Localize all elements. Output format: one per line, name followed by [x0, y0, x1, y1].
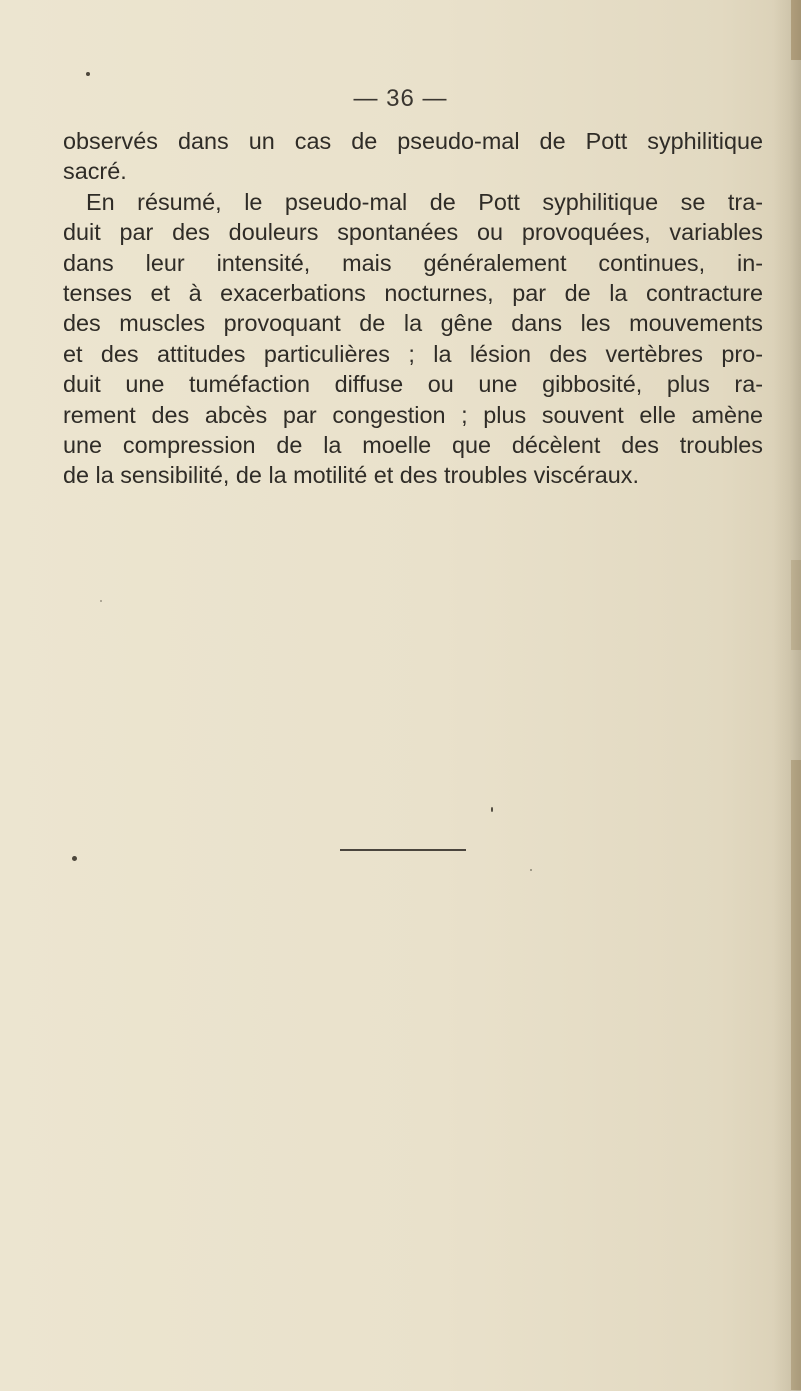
paper-speck: [530, 869, 532, 871]
text-line: En résumé, le pseudo-mal de Pott syphilitique se tra-: [86, 188, 763, 215]
separator-rule: [340, 849, 466, 851]
text-line: dans leur intensité, mais généralement continues, in-: [63, 249, 763, 276]
text-line: sacré.: [63, 158, 127, 185]
text-line: observés dans un cas de pseudo-mal de Pott syphilitique: [63, 128, 763, 154]
paper-speck: [100, 600, 102, 602]
text-line: de la sensibilité, de la motilité et des troubles viscéraux.: [63, 462, 639, 489]
edge-stain: [791, 0, 801, 60]
text-line: duit une tuméfaction diffuse ou une gibbosité, plus ra-: [63, 371, 763, 398]
text-line: tenses et à exacerbations nocturnes, par de la contracture: [63, 280, 763, 307]
paper-speck: [491, 807, 493, 812]
paper-speck: [86, 72, 90, 76]
body-paragraphs: [63, 126, 763, 491]
text-line: rement des abcès par congestion ; plus souvent elle amène: [63, 401, 763, 428]
text-line: et des attitudes particulières ; la lésion des vertèbres pro-: [63, 340, 763, 367]
edge-stain: [791, 560, 801, 650]
page-number: — 36 —: [353, 85, 448, 112]
text-line: des muscles provoquant de la gêne dans les mouvements: [63, 310, 763, 337]
text-line: une compression de la moelle que décèlent des troubles: [63, 432, 763, 459]
text-line: duit par des douleurs spontanées ou provoquées, variables: [63, 219, 763, 246]
edge-stain: [791, 760, 801, 1390]
paper-speck: [72, 856, 77, 861]
